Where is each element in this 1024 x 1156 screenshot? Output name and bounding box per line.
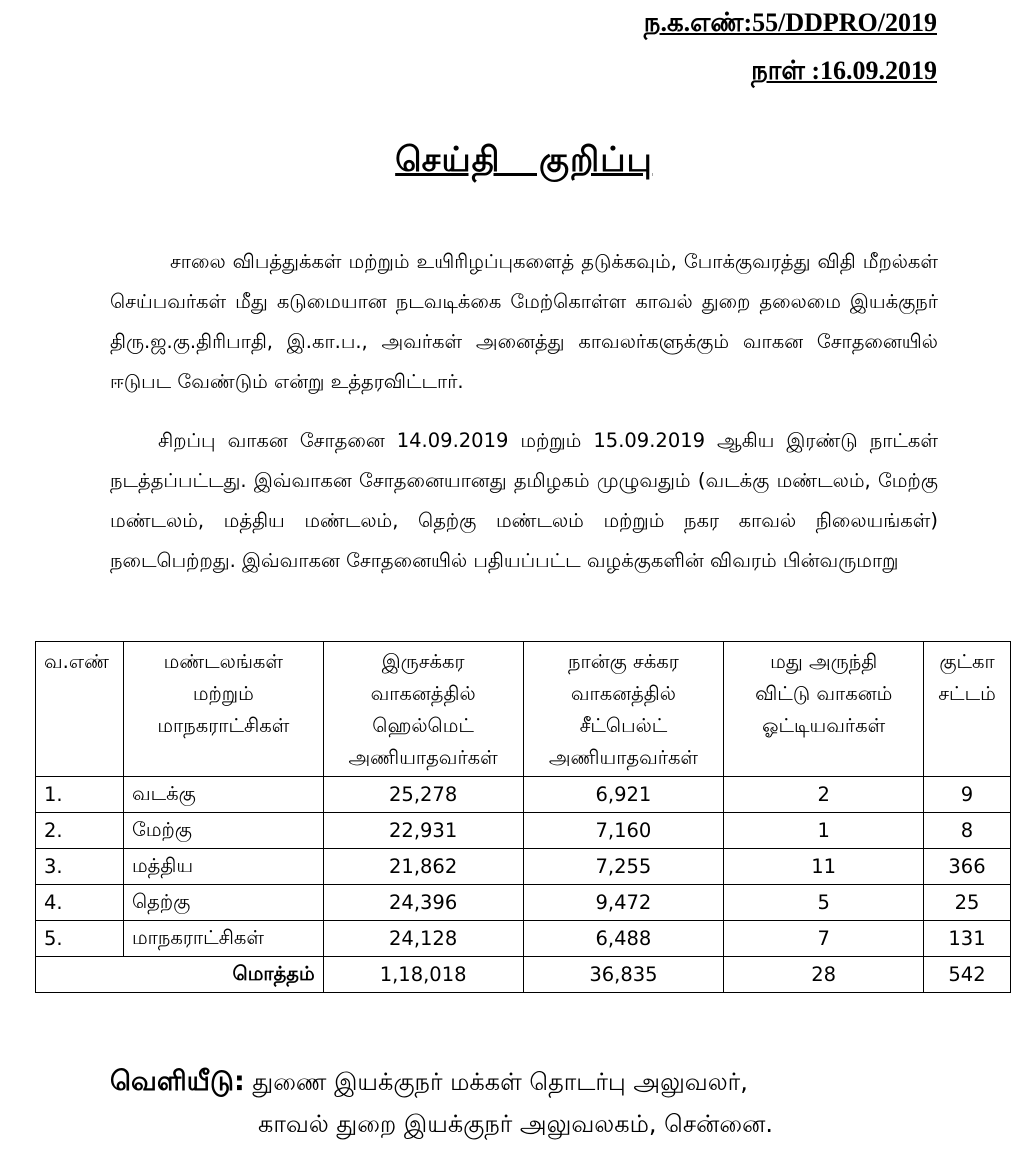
cell-sno: 4. xyxy=(36,885,124,921)
table-header-row xyxy=(36,642,1011,777)
violations-table xyxy=(35,641,1011,993)
release-issuer: துணை இயக்குநர் மக்கள் தொடர்பு அலுவலர், xyxy=(252,1068,748,1096)
cell-sno: 1. xyxy=(36,777,124,813)
document-date: நாள் :16.09.2019 xyxy=(751,56,937,85)
page-title: செய்தி குறிப்பு xyxy=(395,140,653,180)
release-line-2: காவல் துறை இயக்குநர் அலுவலகம், சென்னை. xyxy=(258,1110,773,1138)
total-label: மொத்தம் xyxy=(36,957,324,993)
total-gutka: 542 xyxy=(924,957,1011,993)
cell-zone: மத்திய xyxy=(123,849,323,885)
cell-helmet: 24,396 xyxy=(323,885,523,921)
release-label: வெளியீடு: xyxy=(110,1066,245,1097)
table-total-row xyxy=(36,957,1011,993)
paragraph-2-text: சிறப்பு வாகன சோதனை 14.09.2019 மற்றும் 15.09.2019 ஆகிய இரண்டு நாட்கள் நடத்தப்பட்டது. இவ்வாகன சோதனையானது தமிழகம் முழுவதும் (வடக்கு மண்டலம், மேற்கு மண்டலம், மத்திய மண்டலம், தெற்கு மண்டலம் மற்றும் நகர காவல் நிலையங்கள்) நடைபெற்றது. இவ்வாகன சோதனையில் பதியப்பட்ட வழக்குகளின் விவரம் பின்வருமாறு xyxy=(110,429,938,572)
header-drunk-driving: மது அருந்தி விட்டு வாகனம் ஓட்டியவர்கள் xyxy=(724,642,924,777)
cell-helmet: 25,278 xyxy=(323,777,523,813)
cell-drunk: 2 xyxy=(724,777,924,813)
cell-zone: மாநகராட்சிகள் xyxy=(123,921,323,957)
cell-zone: மேற்கு xyxy=(123,813,323,849)
header-gutka: குட்கா சட்டம் xyxy=(924,642,1011,777)
total-drunk: 28 xyxy=(724,957,924,993)
header-helmet: இருசக்கர வாகனத்தில் ஹெல்மெட் அணியாதவர்கள் xyxy=(323,642,523,777)
cell-gutka: 8 xyxy=(924,813,1011,849)
cell-gutka: 131 xyxy=(924,921,1011,957)
cell-drunk: 7 xyxy=(724,921,924,957)
table-row xyxy=(36,885,1011,921)
paragraph-1 xyxy=(110,242,938,402)
cell-drunk: 1 xyxy=(724,813,924,849)
table-row xyxy=(36,813,1011,849)
release-line-1 xyxy=(110,1066,748,1101)
cell-zone: தெற்கு xyxy=(123,885,323,921)
cell-seatbelt: 6,921 xyxy=(523,777,724,813)
cell-seatbelt: 7,160 xyxy=(523,813,724,849)
cell-drunk: 11 xyxy=(724,849,924,885)
cell-gutka: 9 xyxy=(924,777,1011,813)
header-zone: மண்டலங்கள் மற்றும் மாநகராட்சிகள் xyxy=(123,642,323,777)
cell-sno: 3. xyxy=(36,849,124,885)
table-row xyxy=(36,777,1011,813)
cell-helmet: 21,862 xyxy=(323,849,523,885)
cell-zone: வடக்கு xyxy=(123,777,323,813)
header-seatbelt: நான்கு சக்கர வாகனத்தில் சீட்பெல்ட் அணியாதவர்கள் xyxy=(523,642,724,777)
paragraph-1-text: சாலை விபத்துக்கள் மற்றும் உயிரிழப்புகளைத் தடுக்கவும், போக்குவரத்து விதி மீறல்கள் செய்பவர்கள் மீது கடுமையான நடவடிக்கை மேற்கொள்ள காவல் துறை தலைமை இயக்குநர் திரு.ஜ.கு.திரிபாதி, இ.கா.ப., அவர்கள் அனைத்து காவலர்களுக்கும் வாகன சோதனையில் ஈடுபட வேண்டும் என்று உத்தரவிட்டார். xyxy=(110,250,938,393)
header-sno: வ.எண் xyxy=(36,642,124,777)
reference-number: ந.க.எண்:55/DDPRO/2019 xyxy=(643,8,937,37)
cell-helmet: 24,128 xyxy=(323,921,523,957)
table-row xyxy=(36,849,1011,885)
cell-drunk: 5 xyxy=(724,885,924,921)
cell-sno: 5. xyxy=(36,921,124,957)
total-helmet: 1,18,018 xyxy=(323,957,523,993)
cell-seatbelt: 6,488 xyxy=(523,921,724,957)
cell-sno: 2. xyxy=(36,813,124,849)
total-seatbelt: 36,835 xyxy=(523,957,724,993)
table-row xyxy=(36,921,1011,957)
cell-seatbelt: 9,472 xyxy=(523,885,724,921)
paragraph-2 xyxy=(110,421,938,581)
cell-gutka: 366 xyxy=(924,849,1011,885)
cell-seatbelt: 7,255 xyxy=(523,849,724,885)
cell-gutka: 25 xyxy=(924,885,1011,921)
cell-helmet: 22,931 xyxy=(323,813,523,849)
